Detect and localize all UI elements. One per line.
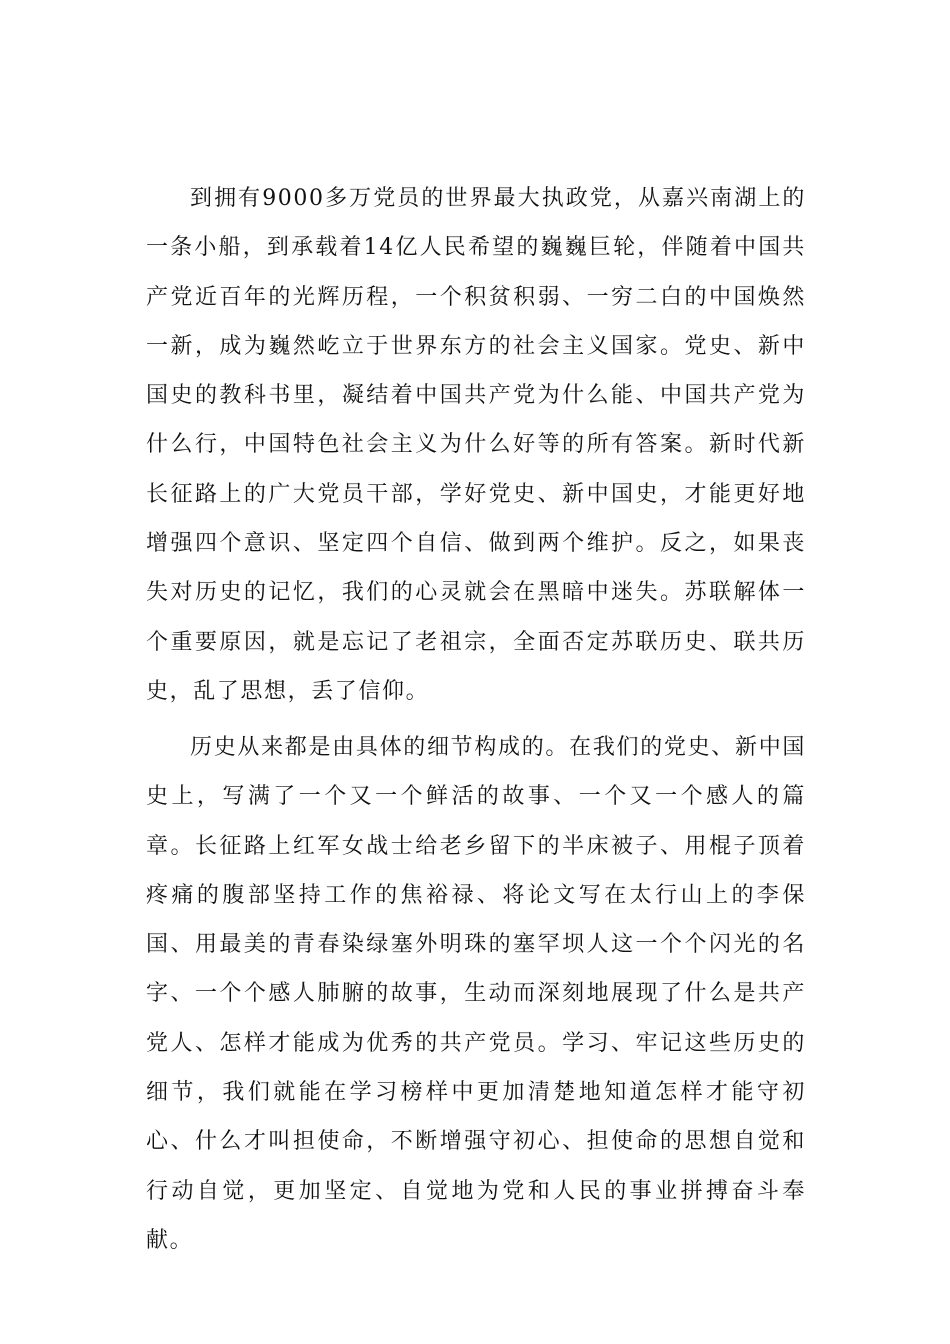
body-paragraph: 到拥有9000多万党员的世界最大执政党，从嘉兴南湖上的一条小船，到承载着14亿人民希望的巍巍巨轮，伴随着中国共产党近百年的光辉历程，一个积贫积弱、一穷二白的中国焕然一新，成为巍然屹立于世界东方的社会主义国家。党史、新中国史的教科书里，凝结着中国共产党为什么能、中国共产党为什么行，中国特色社会主义为什么好等的所有答案。新时代新长征路上的广大党员干部，学好党史、新中国史，才能更好地增强四个意识、坚定四个自信、做到两个维护。反之，如果丧失对历史的记忆，我们的心灵就会在黑暗中迷失。苏联解体一个重要原因，就是忘记了老祖宗，全面否定苏联历史、联共历史，乱了思想，丢了信仰。 xyxy=(146,186,806,704)
body-paragraph: 历史从来都是由具体的细节构成的。在我们的党史、新中国史上，写满了一个又一个鲜活的故事、一个又一个感人的篇章。长征路上红军女战士给老乡留下的半床被子、用棍子顶着疼痛的腹部坚持工作的焦裕禄、将论文写在太行山上的李保国、用最美的青春染绿塞外明珠的塞罕坝人这一个个闪光的名字、一个个感人肺腑的故事，生动而深刻地展现了什么是共产党人、怎样才能成为优秀的共产党员。学习、牢记这些历史的细节，我们就能在学习榜样中更加清楚地知道怎样才能守初心、什么才叫担使命，不断增强守初心、担使命的思想自觉和行动自觉，更加坚定、自觉地为党和人民的事业拼搏奋斗奉献。 xyxy=(146,735,806,1253)
